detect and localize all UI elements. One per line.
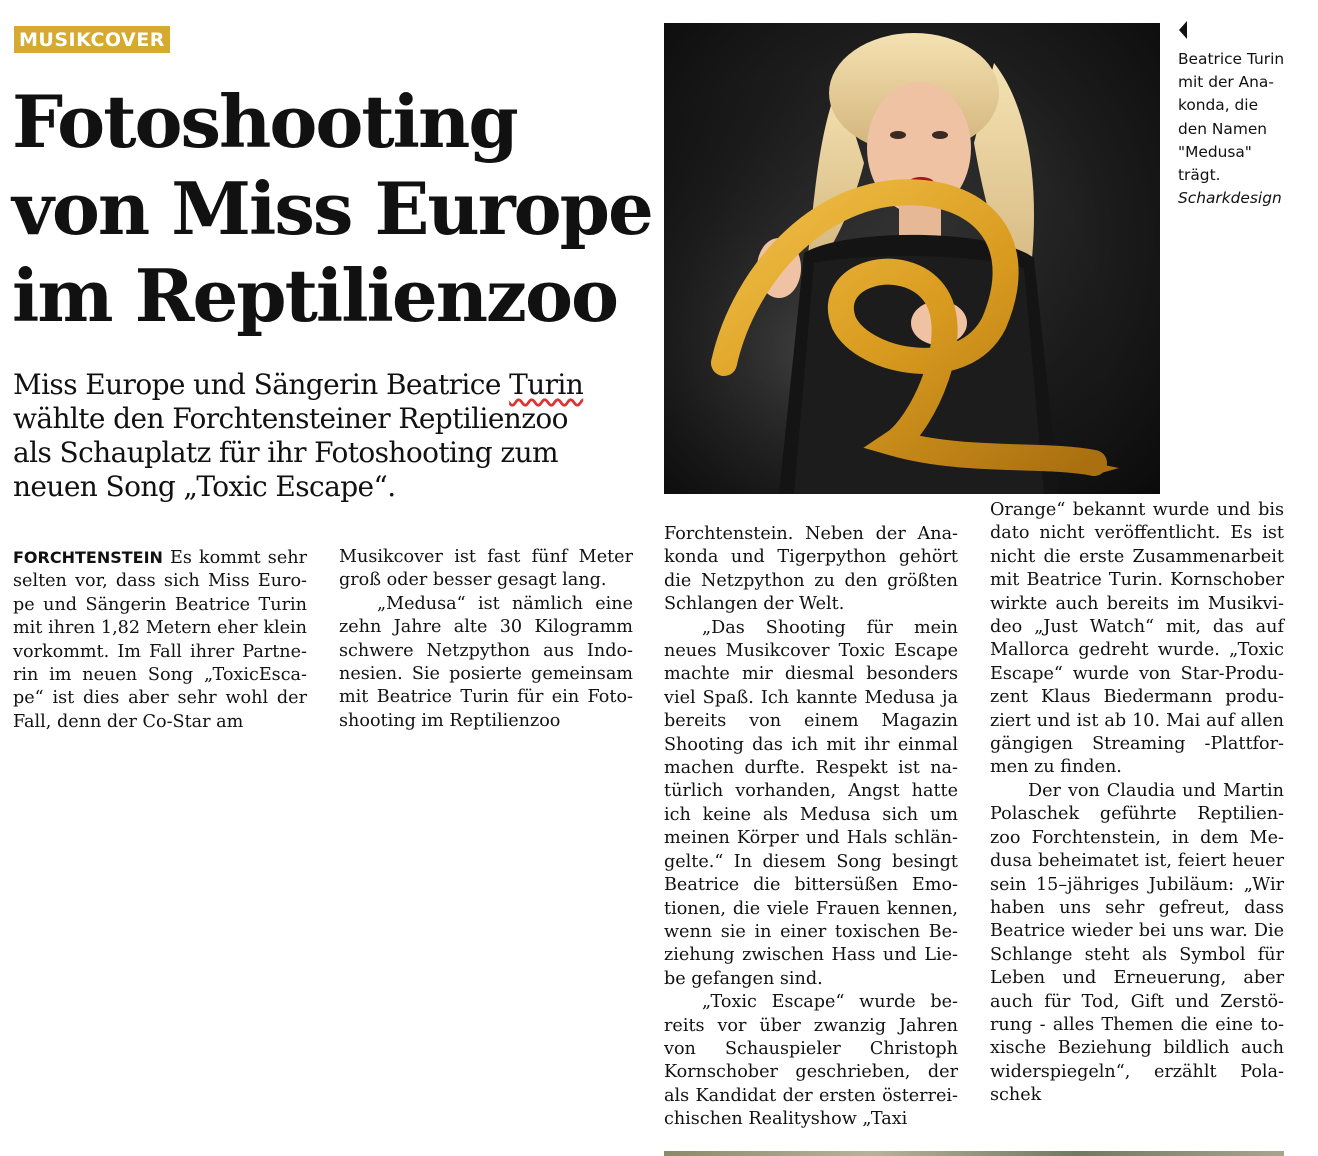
article-paragraph: „Medusa“ ist nämlich eine zehn Jahre alte 30 Kilogramm schwere Netzpython aus Indo-nesien. Sie posierte gemeinsam mit Beatrice Turin für ein Foto-shooting im Reptilienzoo	[339, 593, 633, 731]
article-paragraph: Musikcover ist fast fünf Meter groß oder besser gesagt lang.	[339, 547, 633, 591]
teaser-line-1	[13, 368, 633, 402]
article-headline	[12, 78, 652, 339]
teaser-line-4: neuen Song „Toxic Escape“.	[13, 470, 396, 503]
teaser-line-3: als Schauplatz für ihr Fotoshooting zum	[13, 436, 558, 469]
article-column-2	[339, 546, 633, 733]
headline-line-3: im Reptilienzoo	[12, 253, 617, 338]
article-paragraph: „Das Shooting für mein neues Musikcover Toxic Escape machte mir diesmal besonders viel Spaß. Ich kannte Medusa ja bereits von einem Magazin Shooting das ich mit ihr einmal machen durfte. Respekt ist na-türlich vorhanden, Angst hatte ich keine als Medusa sich um meinen Körper und Hals schlän-gelte.“ In diesem Song besingt Beatrice die bittersüßen Emo-tionen, die viele Frauen kennen, wenn sie in einer toxischen Be-ziehung zwischen Hass und Lie-be gefangen sind.	[664, 617, 958, 989]
article-column-3	[664, 523, 958, 1132]
photo-caption	[1178, 48, 1308, 210]
article-dateline: FORCHTENSTEIN	[13, 548, 163, 567]
article-paragraph: „Toxic Escape“ wurde be-reits vor über zwanzig Jahren von Schauspieler Christoph Kornschober geschrieben, der als Kandidat der ersten österrei-chischen Realityshow „Taxi	[664, 992, 958, 1130]
caption-line: Beatrice Turin	[1178, 50, 1285, 68]
section-kicker: MUSIKCOVER	[14, 26, 170, 53]
article-photo	[664, 23, 1160, 494]
article-paragraph: Orange“ bekannt wurde und bis dato nicht veröffentlicht. Es ist nicht die erste Zusammenarbeit mit Beatrice Turin. Kornschober wirkte auch bereits im Musikvi-deo „Just Watch“ mit, das auf Mallorca gedreht wurde. „Toxic Escape“ wurde von Star-Produ-zent Klaus Biedermann produ-ziert und ist ab 10. Mai auf allen gängigen Streaming -Plattfor-men zu finden.	[990, 500, 1284, 778]
caption-line: mit der Ana-	[1178, 73, 1274, 92]
paragraph-text: Es kommt sehr selten vor, dass sich Miss Euro-pe und Sängerin Beatrice Turin mit ihren 1,82 Metern eher klein vorkommt. Im Fall ihrer Partne-rin im neuen Song „ToxicEsca-pe“ ist dies aber sehr wohl der Fall, denn der Co-Star am	[13, 548, 307, 732]
article-column-4	[990, 499, 1284, 1108]
next-image-edge	[664, 1151, 1284, 1156]
teaser-line-2: wählte den Forchtensteiner Reptilienzoo	[13, 402, 568, 435]
article-column-1	[13, 546, 307, 734]
article-teaser	[13, 368, 633, 504]
headline-line-2: von Miss Europe	[12, 166, 652, 251]
caption-line: trägt.	[1178, 166, 1221, 185]
photo-credit: Scharkdesign	[1178, 189, 1282, 208]
teaser-line-1-text: Miss Europe und Sängerin Beatrice	[13, 368, 510, 401]
article-paragraph: Der von Claudia und Martin Polaschek geführte Reptilien-zoo Forchtenstein, in dem Me-dusa beheimatet ist, feiert heuer sein 15–jähriges Jubiläum: „Wir haben uns sehr gefreut, dass Beatrice wieder bei uns war. Die Schlange steht als Symbol für Leben und Erneuerung, aber auch für Tod, Gift und Zerstö-rung - alles Themen die eine to-xische Beziehung bildlich auch widerspiegeln“, erzählt Pola-schek	[990, 780, 1284, 1106]
article-paragraph	[13, 546, 307, 734]
caption-line: "Medusa"	[1178, 142, 1252, 161]
teaser-misspelled-word[interactable]: Turin	[509, 368, 584, 401]
caption-pointer-icon	[1179, 21, 1187, 39]
caption-line: konda, die	[1178, 96, 1259, 115]
photo-illustration	[664, 23, 1160, 494]
headline-line-1: Fotoshooting	[12, 79, 517, 164]
article-paragraph: Forchtenstein. Neben der Ana-konda und Tigerpython gehört die Netzpython zu den größten Schlangen der Welt.	[664, 524, 958, 615]
caption-line: den Namen	[1178, 119, 1268, 138]
